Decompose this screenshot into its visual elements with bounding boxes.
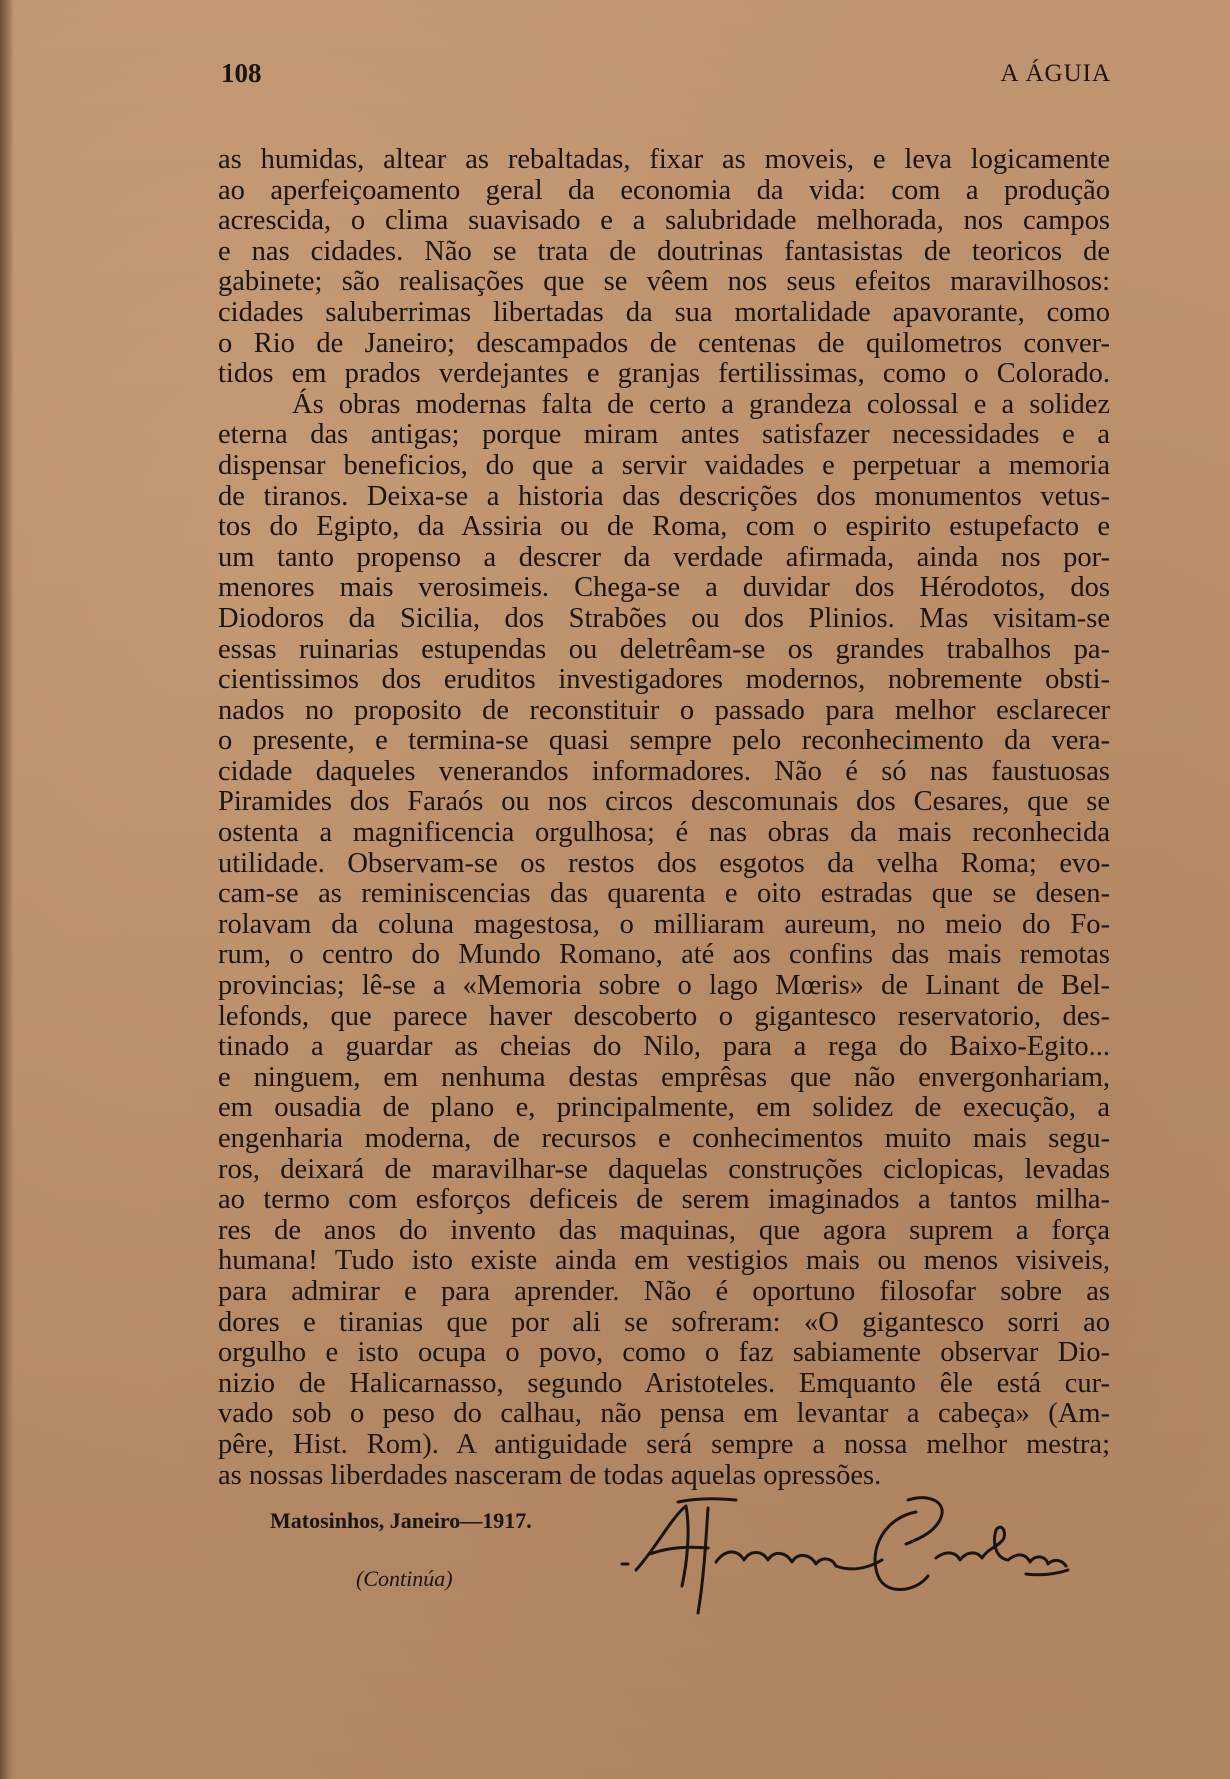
text-line: ao aperfeiçoamento geral da economia da vida: com a produção [218,174,1110,206]
text-line: cidades saluberrimas libertadas da sua mortalidade apavorante, como [218,296,1110,328]
text-line: um tanto propenso a descrer da verdade afirmada, ainda nos por- [218,541,1110,573]
text-line: o presente, e termina-se quasi sempre pelo reconhecimento da vera- [218,725,1110,757]
handwritten-signature [616,1488,1076,1618]
text-line: vado sob o peso do calhau, não pensa em levantar a cabeça» (Am- [218,1398,1110,1430]
text-line: eterna das antigas; porque miram antes satisfazer necessidades e a [218,419,1110,451]
page-edge-shadow [0,0,14,1779]
text-line: tidos em prados verdejantes e granjas fertilissimas, como o Colorado. [218,358,1110,390]
text-line: cidade daqueles venerandos informadores. Não é só nas faustuosas [218,755,1110,787]
text-line: res de anos do invento das maquinas, que agora suprem a força [218,1214,1110,1246]
text-line: ros, deixará de maravilhar-se daquelas construções ciclopicas, levadas [218,1153,1110,1185]
text-line: em ousadia de plano e, principalmente, em solidez de execução, a [218,1092,1110,1124]
text-line: menores mais verosimeis. Chega-se a duvidar dos Hérodotos, dos [218,572,1110,604]
body-text [218,145,1110,1491]
text-line: ao termo com esforços deficeis de serem imaginados a tantos milha- [218,1184,1110,1216]
text-line: rum, o centro do Mundo Romano, até aos confins das mais remotas [218,939,1110,971]
text-line: e nas cidades. Não se trata de doutrinas fantasistas de teoricos de [218,235,1110,267]
text-line: o Rio de Janeiro; descampados de centenas de quilometros conver- [218,327,1110,359]
text-line: as humidas, altear as rebaltadas, fixar as moveis, e leva logicamente [218,144,1110,175]
text-line: cientissimos dos eruditos investigadores modernos, nobremente obsti- [218,664,1110,696]
continued-note: (Continúa) [356,1566,453,1591]
text-line: tos do Egipto, da Assiria ou de Roma, com o espirito estupefacto e [218,511,1110,543]
text-line: pêre, Hist. Rom). A antiguidade será sempre a nossa melhor mestra; [218,1428,1110,1460]
running-head [221,58,1111,94]
closing-block [266,1508,1106,1638]
text-line: gabinete; são realisações que se vêem nos seus efeitos maravilhosos: [218,266,1110,298]
text-line: Diodoros da Sicilia, dos Strabões ou dos Plinios. Mas visitam-se [218,602,1110,634]
text-line: essas ruinarias estupendas ou deletrêam-se os grandes trabalhos pa- [218,633,1110,665]
text-line: tinado a guardar as cheias do Nilo, para a rega do Baixo-Egito... [218,1031,1110,1063]
text-line: nados no proposito de reconstituir o passado para melhor esclarecer [218,694,1110,726]
text-line: humana! Tudo isto existe ainda em vestigios mais ou menos visiveis, [218,1245,1110,1277]
text-line: Piramides dos Faraós ou nos circos descomunais dos Cesares, que se [218,786,1110,818]
place-date: Matosinhos, Janeiro—1917. [270,1508,532,1533]
journal-title: A ÁGUIA [1000,60,1111,87]
text-line: acrescida, o clima suavisado e a salubridade melhorada, nos campos [218,205,1110,237]
text-line: utilidade. Observam-se os restos dos esgotos da velha Roma; evo- [218,847,1110,879]
text-line: nizio de Halicarnasso, segundo Aristoteles. Emquanto êle está cur- [218,1367,1110,1399]
text-line: ostenta a magnificencia orgulhosa; é nas obras da mais reconhecida [218,817,1110,849]
text-line: cam-se as reminiscencias das quarenta e oito estradas que se desen- [218,878,1110,910]
text-line: rolavam da coluna magestosa, o milliaram aureum, no meio do Fo- [218,908,1110,940]
text-line: engenharia moderna, de recursos e conhecimentos muito mais segu- [218,1123,1110,1154]
text-line: orgulho e isto ocupa o povo, como o faz sabiamente observar Dio- [218,1337,1110,1369]
text-line: provincias; lê-se a «Memoria sobre o lago Mœris» de Linant de Bel- [218,970,1110,1002]
text-line: dispensar beneficios, do que a servir vaidades e perpetuar a memoria [218,449,1110,481]
text-line: e ninguem, em nenhuma destas emprêsas que não envergonhariam, [218,1061,1110,1093]
text-line: lefonds, que parece haver descoberto o gigantesco reservatorio, des- [218,1000,1110,1032]
text-line: de tiranos. Deixa-se a historia das descrições dos monumentos vetus- [218,480,1110,512]
text-line: para admirar e para aprender. Não é oportuno filosofar sobre as [218,1275,1110,1307]
page-number: 108 [221,58,262,88]
text-line: dores e tiranias que por ali se sofreram: «O gigantesco sorri ao [218,1306,1110,1338]
text-line: as nossas liberdades nasceram de todas aquelas opressões. [218,1459,882,1491]
text-line: Ás obras modernas falta de certo a grandeza colossal e a solidez [292,388,1110,420]
